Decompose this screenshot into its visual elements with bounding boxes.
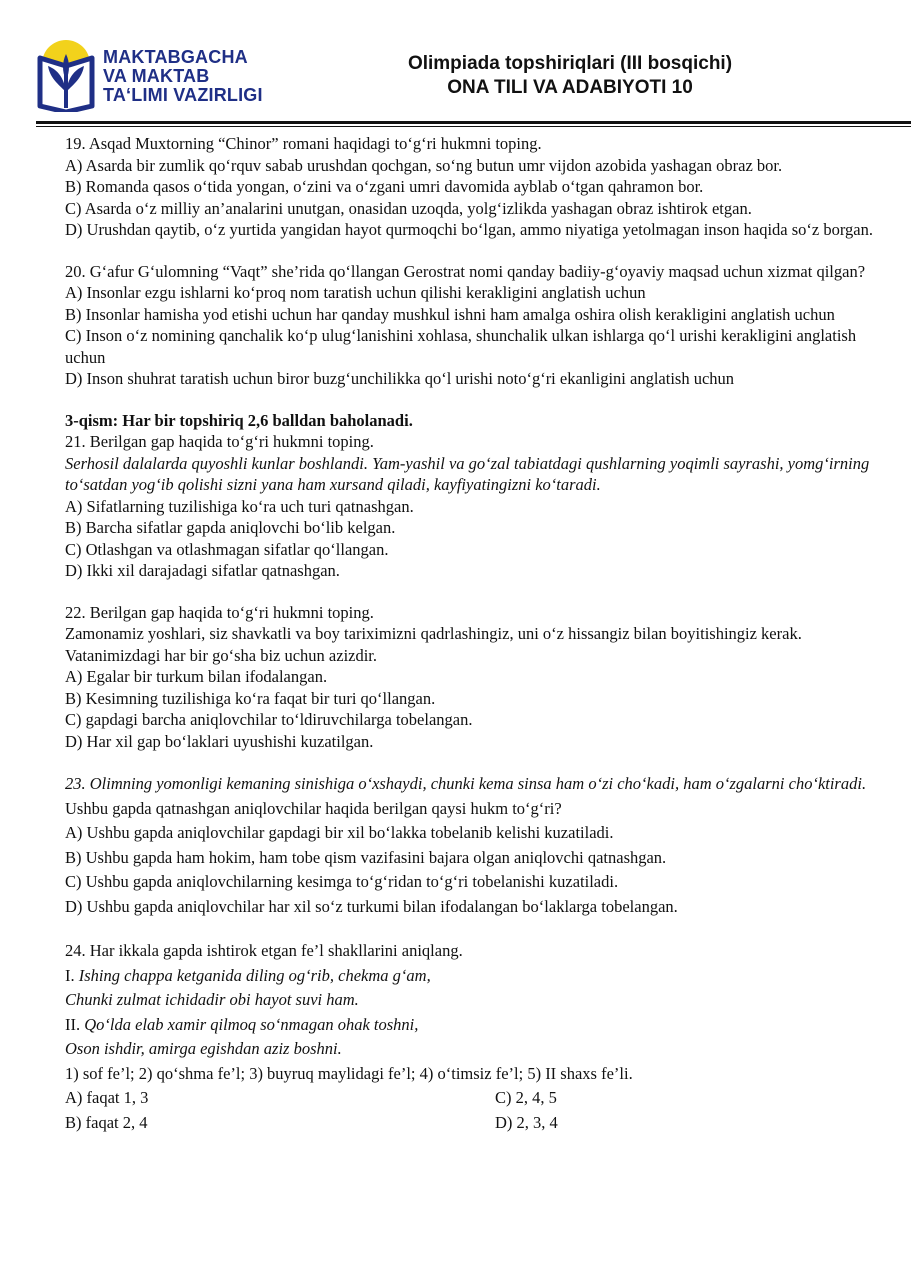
option-c: C) 2, 4, 5 [495,1088,557,1107]
option-d: D) Ushbu gapda aniqlovchilar har xil so‘z turkumi bilan ifodalangan bo‘laklarga tobelangan. [65,896,678,916]
question-20 [65,261,885,390]
title-line-1: Olimpiada topshiriqlari (III bosqichi) [407,53,733,74]
option-b: B) Insonlar hamisha yod etishi uchun har qanday mushkul ishni ham amalga oshira olish kerakligini anglatish uchun [65,304,835,324]
option-b: B) Barcha sifatlar gapda aniqlovchi bo‘lib kelgan. [65,518,396,537]
option-a: A) Egalar bir turkum bilan ifodalangan. [65,667,328,686]
logo-line: TA‘LIMI VAZIRLIGI [103,85,263,105]
option-d: D) Har xil gap bo‘laklari uyushishi kuzatilgan. [65,731,374,751]
document-title [330,52,810,100]
question-stem: 19. Asqad Muxtorning “Chinor” romani haqidagi to‘g‘ri hukmni toping. [65,134,542,153]
option-b: B) faqat 2, 4 [65,1112,148,1132]
poem-1-number: I. [65,965,75,985]
question-text: Serhosil dalalarda quyoshli kunlar boshlandi. Yam-yashil va go‘zal tabiatdagi qushlarning yoqimli sayrashi, yomg‘irning to‘satdan yog‘ib qolishi sizni yana ham xursand qiladi, kayfiyatingizni ko‘taradi. [65,453,870,494]
option-a: A) faqat 1, 3 [65,1088,149,1107]
logo-wordmark [103,48,263,105]
question-stem: 20. G‘afur G‘ulomning “Vaqt” she’rida qo‘llangan Gerostrat nomi qanday badiiy-g‘oyaviy maqsad uchun xizmat qilgan? [65,261,866,281]
poem-1-verse: Ishing chappa ketganida diling og‘rib, chekma g‘am, [78,965,431,985]
option-d: D) Ikki xil darajadagi sifatlar qatnashgan. [65,561,340,580]
option-d: D) 2, 3, 4 [495,1112,558,1132]
title-line-2: ONA TILI VA ADABIYOTI 10 [447,77,693,98]
option-b: B) Ushbu gapda ham hokim, ham tobe qism vazifasini bajara olgan aniqlovchi qatnashgan. [65,847,667,867]
answer-row-2 [65,1111,885,1136]
option-c: C) Otlashgan va otlashmagan sifatlar qo‘llangan. [65,539,389,559]
option-a: A) Asarda bir zumlik qo‘rquv sabab urushdan qochgan, so‘ng butun umr vijdon azobida yashagan obraz bor. [65,155,783,175]
option-b: B) Romanda qasos o‘tida yongan, o‘zini va o‘zgani umri davomida ayblab o‘tgan qahramon bor. [65,177,704,196]
option-c: C) Ushbu gapda aniqlovchilarning kesimga to‘g‘ridan to‘g‘ri tobelanishi kuzatiladi. [65,872,619,891]
poem-2-line-2: Oson ishdir, amirga egishdan aziz boshni. [65,1039,342,1058]
question-23 [65,772,885,919]
poem-2-verse: Qo‘lda elab xamir qilmoq so‘nmagan ohak toshni, [84,1014,419,1034]
question-19 [65,133,885,241]
question-stem: 24. Har ikkala gapda ishtirok etgan fe’l shakllarini aniqlang. [65,941,463,960]
question-text: Zamonamiz yoshlari, siz shavkatli va boy tariximizni qadrlashingiz, uni o‘z hissangiz bilan boyitishingiz kerak. Vatanimizdagi har bir go‘sha biz uchun azizdir. [65,624,802,665]
questions-content [65,133,885,1155]
question-stem: Ushbu gapda qatnashgan aniqlovchilar haqida berilgan qaysi hukm to‘g‘ri? [65,798,562,818]
option-a: A) Sifatlarning tuzilishiga ko‘ra uch turi qatnashgan. [65,496,414,516]
poem-2-number: II. [65,1014,81,1034]
option-c: C) Asarda o‘z milliy an’analarini unutgan, onasidan uzoqda, yolg‘izlikda yashagan obraz ishtirok etgan. [65,198,752,218]
question-21 [65,410,885,582]
option-c: C) gapdagi barcha aniqlovchilar to‘ldiruvchilarga tobelangan. [65,710,473,729]
option-d: D) Urushdan qaytib, o‘z yurtida yangidan hayot qurmoqchi bo‘lgan, ammo niyatiga yetolmagan inson haqida so‘z borgan. [65,220,874,239]
header-divider [36,121,911,129]
question-stem: 22. Berilgan gap haqida to‘g‘ri hukmni toping. [65,602,374,622]
poem-2-line-1 [65,1013,885,1038]
question-stem: 21. Berilgan gap haqida to‘g‘ri hukmni toping. [65,432,374,451]
poem-1-line-1 [65,964,885,989]
option-a: A) Insonlar ezgu ishlarni ko‘proq nom taratish uchun qilishi kerakligini anglatish uchun [65,283,646,302]
question-24 [65,939,885,1135]
answer-row-1 [65,1086,885,1111]
poem-1-line-2: Chunki zulmat ichidadir obi hayot suvi ham. [65,990,359,1009]
section-heading: 3-qism: Har bir topshiriq 2,6 balldan baholanadi. [65,410,413,430]
page-header [0,0,911,130]
option-d: D) Inson shuhrat taratish uchun biror buzg‘unchilikka qo‘l urishi noto‘g‘ri ekanligini anglatish uchun [65,369,735,388]
question-text: 23. Olimning yomonligi kemaning sinishiga o‘xshaydi, chunki kema sinsa ham o‘zi cho‘kadi, ham o‘zgalarni cho‘ktiradi. [65,774,867,793]
logo-line: VA MAKTAB [103,66,210,86]
option-b: B) Kesimning tuzilishiga ko‘ra faqat bir turi qo‘llangan. [65,688,436,708]
option-c: C) Inson o‘z nomining qanchalik ko‘p ulug‘lanishini xohlasa, shunchalik ulkan ishlarga qo‘l urishi kerakligini anglatish uchun [65,326,857,367]
ministry-logo-icon [36,36,96,112]
verb-form-list: 1) sof fe’l; 2) qo‘shma fe’l; 3) buyruq maylidagi fe’l; 4) o‘timsiz fe’l; 5) II shaxs fe’li. [65,1063,633,1083]
option-a: A) Ushbu gapda aniqlovchilar gapdagi bir xil bo‘lakka tobelanib kelishi kuzatiladi. [65,823,614,842]
logo-line: MAKTABGACHA [103,47,248,67]
question-22 [65,602,885,753]
